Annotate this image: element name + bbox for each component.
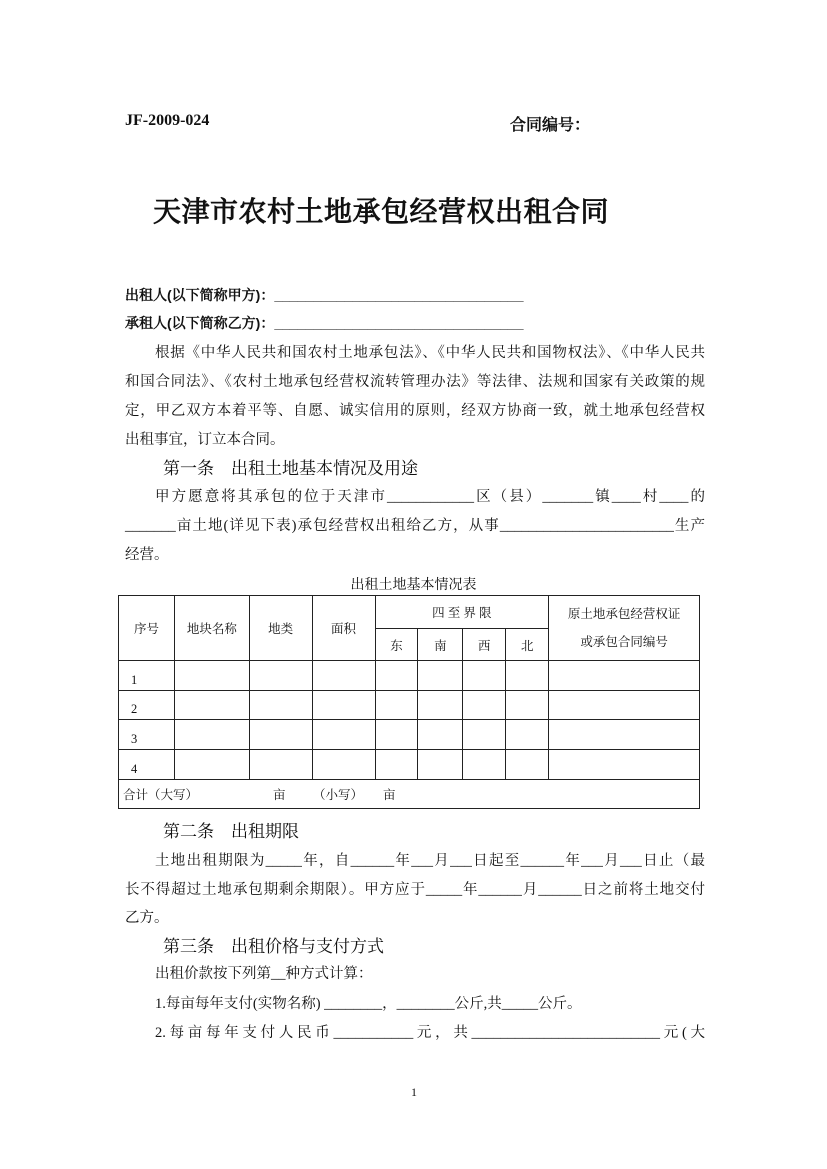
lessor-line: 出租人(以下简称甲方)：________________________________	[125, 287, 524, 303]
header-area: 面积	[312, 596, 375, 661]
article2-line: 土地出租期限为_____年，自______年___月___日起至______年___月___日止（最	[155, 853, 705, 869]
document-title: 天津市农村土地承包经营权出租合同	[153, 197, 610, 228]
total-row	[119, 780, 700, 809]
row-index: 2	[119, 691, 175, 720]
cell[interactable]	[249, 720, 312, 750]
cell[interactable]	[312, 720, 375, 750]
article3-line: 2.每亩每年支付人民币___________元，共__________________________元(大	[155, 1025, 705, 1041]
total-unit: 亩	[273, 788, 286, 802]
article1-line: 甲方愿意将其承包的位于天津市____________区（县）_______镇____村____的	[155, 489, 705, 505]
article3-line: 1.每亩每年支付(实物名称) ________，________公斤,共_____公斤。	[155, 996, 582, 1012]
cell[interactable]	[312, 750, 375, 780]
article1-line: _______亩土地(详见下表)承包经营权出租给乙方，从事________________________生产	[125, 518, 705, 534]
cell[interactable]	[375, 691, 418, 720]
cell[interactable]	[249, 750, 312, 780]
row-index: 1	[119, 661, 175, 691]
total-unit: 亩	[383, 788, 396, 802]
cell[interactable]	[463, 691, 506, 720]
cell[interactable]	[174, 750, 249, 780]
cell[interactable]	[549, 720, 700, 750]
page-number: 1	[411, 1085, 417, 1099]
cell[interactable]	[174, 661, 249, 691]
preamble-line: 和国合同法》、《农村土地承包经营权流转管理办法》等法律、法规和国家有关政策的规	[125, 374, 705, 390]
cell[interactable]	[506, 661, 549, 691]
land-info-table	[118, 595, 700, 809]
header-south: 南	[418, 629, 463, 661]
row-index: 4	[119, 750, 175, 780]
cell[interactable]	[418, 720, 463, 750]
contract-number-label: 合同编号：	[510, 117, 591, 134]
total-lower-label: （小写）	[313, 788, 364, 802]
cell[interactable]	[506, 691, 549, 720]
cell[interactable]	[549, 691, 700, 720]
header-plot-name: 地块名称	[174, 596, 249, 661]
table-row	[119, 720, 700, 750]
cell[interactable]	[418, 661, 463, 691]
header-north: 北	[506, 629, 549, 661]
cell[interactable]	[463, 661, 506, 691]
article2-heading: 第二条 出租期限	[163, 822, 299, 841]
cell[interactable]	[174, 691, 249, 720]
cell[interactable]	[375, 720, 418, 750]
table-row	[119, 750, 700, 780]
header-west: 西	[463, 629, 506, 661]
cell[interactable]	[375, 661, 418, 691]
preamble-line: 根据《中华人民共和国农村土地承包法》、《中华人民共和国物权法》、《中华人民共	[155, 345, 705, 361]
header-east: 东	[375, 629, 418, 661]
cell[interactable]	[549, 661, 700, 691]
cell[interactable]	[249, 691, 312, 720]
article1-line: 经营。	[125, 547, 169, 563]
cell[interactable]	[312, 661, 375, 691]
cell[interactable]	[463, 720, 506, 750]
cell[interactable]	[463, 750, 506, 780]
row-index: 3	[119, 720, 175, 750]
preamble-line: 出租事宜，订立本合同。	[125, 432, 285, 448]
article2-line: 乙方。	[125, 910, 169, 926]
preamble-line: 定，甲乙双方本着平等、自愿、诚实信用的原则，经双方协商一致，就土地承包经营权	[125, 403, 705, 419]
lessee-line: 承租人(以下简称乙方)：________________________________	[125, 315, 524, 331]
header-boundaries: 四 至 界 限	[375, 596, 549, 629]
header-certificate: 原土地承包经营权证或承包合同编号	[549, 596, 700, 661]
doc-code: JF-2009-024	[125, 112, 210, 129]
article3-line: 出租价款按下列第__种方式计算：	[155, 966, 373, 982]
cell[interactable]	[174, 720, 249, 750]
cell[interactable]	[312, 691, 375, 720]
header-index: 序号	[119, 596, 175, 661]
article3-heading: 第三条 出租价格与支付方式	[163, 937, 384, 956]
cell[interactable]	[549, 750, 700, 780]
cell[interactable]	[418, 691, 463, 720]
cell[interactable]	[375, 750, 418, 780]
header-land-type: 地类	[249, 596, 312, 661]
cell[interactable]	[418, 750, 463, 780]
table-row	[119, 691, 700, 720]
total-upper-label: 合计（大写）	[123, 788, 199, 802]
article1-heading: 第一条 出租土地基本情况及用途	[163, 459, 418, 478]
article2-line: 长不得超过土地承包期剩余期限）。甲方应于_____年______月______日之前将土地交付	[125, 882, 705, 898]
cell[interactable]	[506, 750, 549, 780]
table-row	[119, 661, 700, 691]
table-caption: 出租土地基本情况表	[350, 578, 477, 593]
cell[interactable]	[506, 720, 549, 750]
cell[interactable]	[249, 661, 312, 691]
